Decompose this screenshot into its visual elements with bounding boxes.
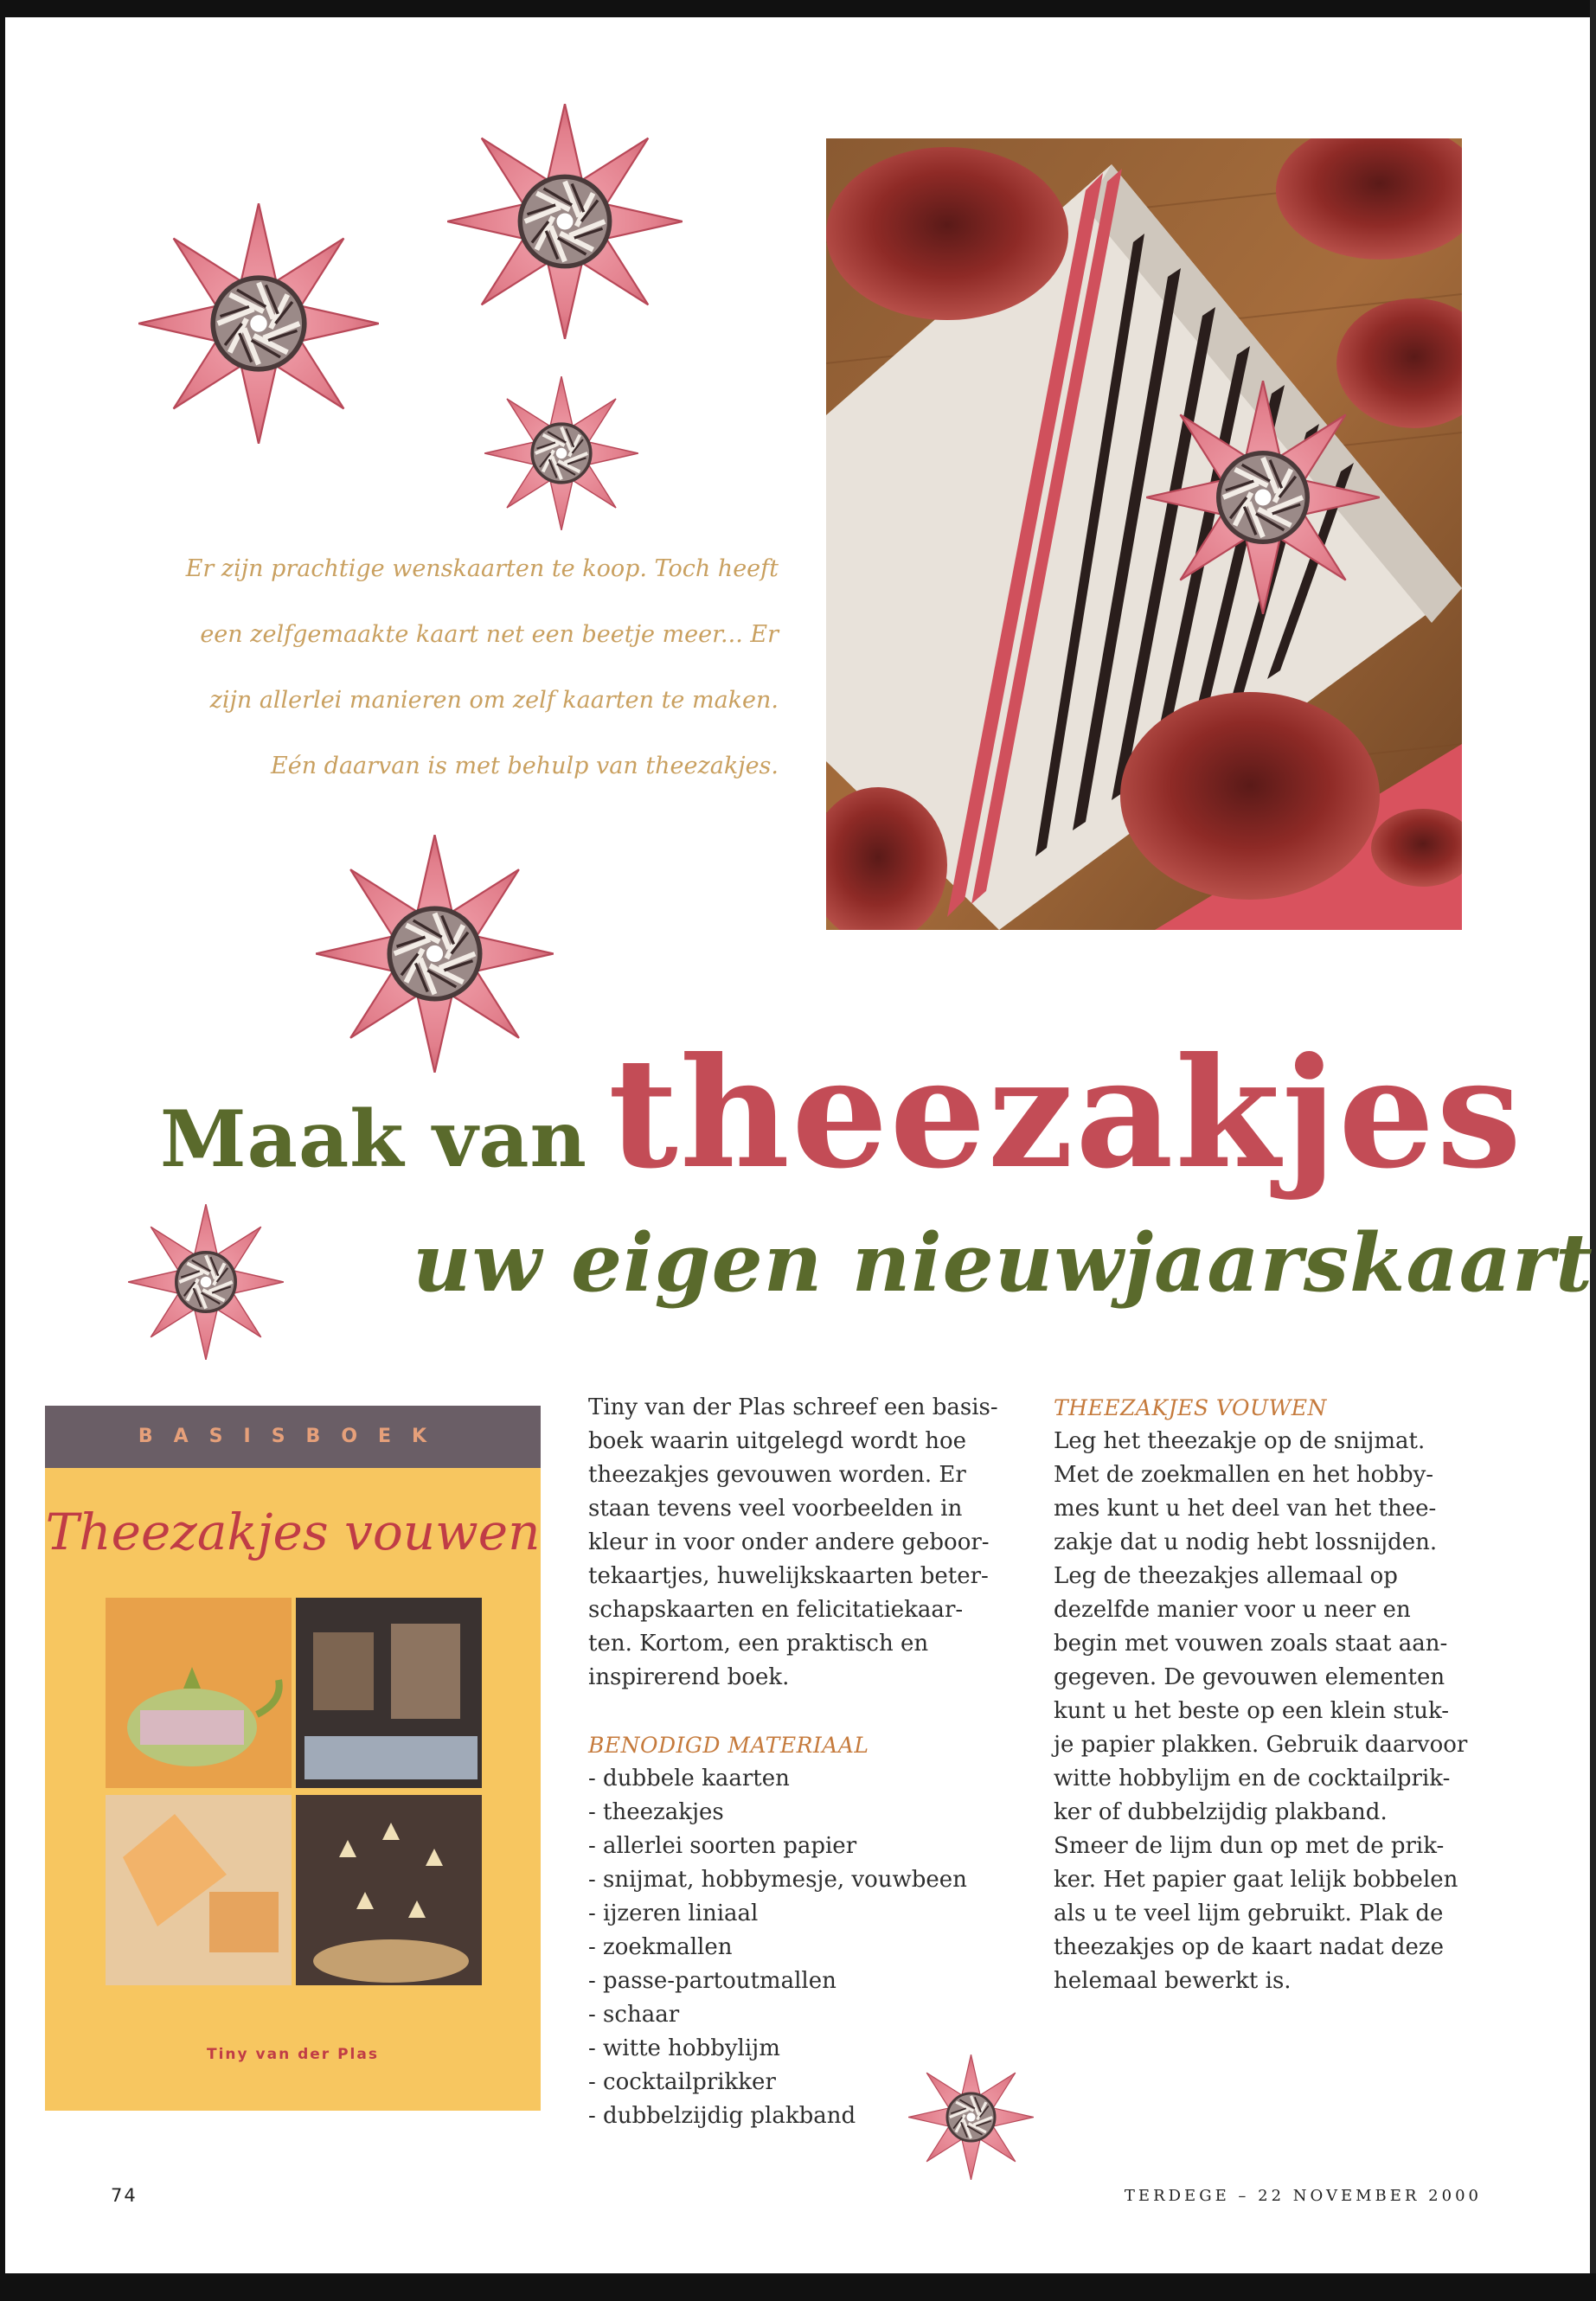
page-border-top	[0, 0, 1596, 17]
headline-part-1: Maak van	[160, 1093, 587, 1185]
intro-text	[104, 536, 779, 799]
book-author: Tiny van der Plas	[207, 2046, 379, 2063]
materials-item: - schaar	[588, 2002, 680, 2028]
paragraph-line: Tiny van der Plas schreef een basis-	[588, 1394, 998, 1420]
intro-line: zijn allerlei manieren om zelf kaarten te maken.	[209, 687, 779, 714]
paragraph-line: theezakjes op de kaart nadat deze	[1054, 1934, 1444, 1960]
materials-list	[588, 1762, 1021, 2133]
materials-item: - theezakjes	[588, 1799, 724, 1825]
paragraph-line: zakje dat u nodig hebt lossnijden.	[1054, 1529, 1438, 1555]
paragraph-line: Leg de theezakjes allemaal op	[1054, 1563, 1398, 1589]
paragraph-line: inspirerend boek.	[588, 1664, 790, 1690]
materials-item: - snijmat, hobbymesje, vouwbeen	[588, 1867, 967, 1893]
paragraph-line: als u te veel lijm gebruikt. Plak de	[1054, 1900, 1444, 1926]
paragraph-line: staan tevens veel voorbeelden in	[588, 1496, 963, 1522]
page-border-right	[1590, 0, 1596, 2301]
paragraph-line: Smeer de lijm dun op met de prik-	[1054, 1833, 1445, 1859]
book-title: Theezakjes vouwen	[45, 1503, 541, 1561]
paragraph-line: kunt u het beste op een klein stuk-	[1054, 1698, 1450, 1724]
book-cover	[45, 1406, 541, 2111]
page-border-bottom	[0, 2273, 1596, 2301]
folding-heading: THEEZAKJES VOUWEN	[1054, 1395, 1327, 1420]
materials-item: - ijzeren liniaal	[588, 1900, 759, 1926]
headline-subtitle: uw eigen nieuwjaarskaart	[413, 1215, 1593, 1310]
materials-item: - dubbele kaarten	[588, 1766, 790, 1791]
star-ornament	[138, 203, 379, 444]
paragraph-line: dezelfde manier voor u neer en	[1054, 1597, 1411, 1623]
article-column-1	[588, 1391, 1021, 2133]
book-series-label: BASISBOEK	[45, 1406, 541, 1468]
intro-line: Eén daarvan is met behulp van theezakjes.	[271, 753, 779, 779]
paragraph-line: ker. Het papier gaat lelijk bobbelen	[1054, 1867, 1458, 1893]
paragraph-line: helemaal bewerkt is.	[1054, 1968, 1292, 1994]
paragraph-line: boek waarin uitgelegd wordt hoe	[588, 1428, 966, 1454]
card-photo	[826, 138, 1462, 930]
page-number: 74	[111, 2185, 138, 2206]
paragraph-line: Leg het theezakje op de snijmat.	[1054, 1428, 1426, 1454]
paragraph-line: Met de zoekmallen en het hobby-	[1054, 1462, 1434, 1488]
materials-item: - cocktailprikker	[588, 2069, 776, 2095]
article-column-2	[1054, 1391, 1503, 1998]
star-ornament	[447, 104, 683, 339]
publication-footer: TERDEGE – 22 NOVEMBER 2000	[1124, 2187, 1482, 2205]
star-ornament	[484, 376, 638, 530]
paragraph-line: theezakjes gevouwen worden. Er	[588, 1462, 966, 1488]
paragraph-line: begin met vouwen zoals staat aan-	[1054, 1631, 1448, 1657]
paragraph-line: schapskaarten en felicitatiekaar-	[588, 1597, 964, 1623]
intro-line: een zelfgemaakte kaart net een beetje meer... Er	[200, 621, 779, 648]
materials-item: - zoekmallen	[588, 1934, 733, 1960]
paragraph-line: tekaartjes, huwelijkskaarten beter-	[588, 1563, 989, 1589]
materials-item: - allerlei soorten papier	[588, 1833, 857, 1859]
paragraph-line: witte hobbylijm en de cocktailprik-	[1054, 1766, 1451, 1791]
materials-item: - passe-partoutmallen	[588, 1968, 836, 1994]
paragraph-line: ker of dubbelzijdig plakband.	[1054, 1799, 1388, 1825]
paragraph-line: je papier plakken. Gebruik daarvoor	[1054, 1732, 1468, 1758]
paragraph-line: gegeven. De gevouwen elementen	[1054, 1664, 1445, 1690]
paragraph-line: ten. Kortom, een praktisch en	[588, 1631, 929, 1657]
page-border-left	[0, 0, 5, 2301]
materials-item: - witte hobbylijm	[588, 2035, 780, 2061]
materials-heading: BENODIGD MATERIAAL	[588, 1733, 869, 1758]
headline-part-2: theezakjes	[608, 1025, 1523, 1202]
intro-line: Er zijn prachtige wenskaarten te koop. Toch heeft	[185, 555, 779, 582]
star-ornament	[128, 1204, 284, 1360]
paragraph-line: kleur in voor onder andere geboor-	[588, 1529, 990, 1555]
materials-item: - dubbelzijdig plakband	[588, 2103, 856, 2129]
paragraph-line: mes kunt u het deel van het thee-	[1054, 1496, 1437, 1522]
headline	[160, 1025, 1523, 1202]
book-cover-photos	[106, 1598, 482, 1985]
